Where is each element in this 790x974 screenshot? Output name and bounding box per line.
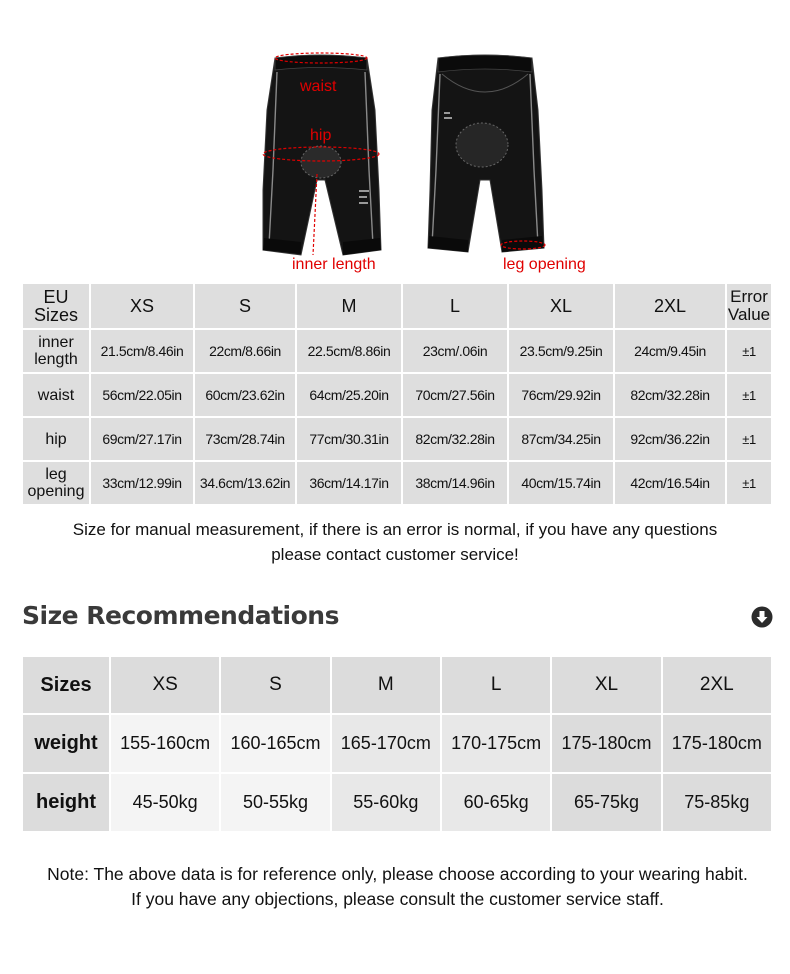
row-label-line: length: [34, 351, 78, 368]
size-header-xs: XS: [91, 284, 193, 328]
arrow-down-circle-icon[interactable]: [751, 606, 773, 628]
table-cell: 36cm/14.17in: [297, 462, 401, 504]
row-label-line: waist: [37, 386, 75, 404]
table-cell: 21.5cm/8.46in: [91, 330, 193, 372]
inner-length-label: inner length: [292, 256, 376, 273]
table-row: [23, 715, 771, 772]
rec-size-header-xs: XS: [111, 657, 219, 713]
size-header-l: L: [403, 284, 507, 328]
size-header-2xl: 2XL: [615, 284, 725, 328]
sizes-label: Sizes: [33, 305, 78, 325]
row-label-line: inner: [38, 334, 74, 351]
error-cell: ±1: [727, 462, 771, 504]
error-cell: ±1: [727, 330, 771, 372]
table-cell: 34.6cm/13.62in: [195, 462, 295, 504]
error-value-header: [727, 284, 771, 328]
table-cell: 42cm/16.54in: [615, 462, 725, 504]
table-cell: 55-60kg: [332, 774, 440, 831]
row-label-weight: weight: [23, 715, 109, 772]
table-row: [23, 774, 771, 831]
table-cell: 82cm/32.28in: [403, 418, 507, 460]
size-header-s: S: [195, 284, 295, 328]
row-label-inner-length: [23, 330, 89, 372]
size-header-m: M: [297, 284, 401, 328]
table-cell: 23.5cm/9.25in: [509, 330, 613, 372]
measurement-note: [0, 517, 790, 567]
table-row: [23, 330, 771, 372]
table-cell: 23cm/.06in: [403, 330, 507, 372]
table-cell: 40cm/15.74in: [509, 462, 613, 504]
table-cell: 160-165cm: [221, 715, 329, 772]
table-row: [23, 418, 771, 460]
table-cell: 64cm/25.20in: [297, 374, 401, 416]
rec-size-header-m: M: [332, 657, 440, 713]
rec-size-header-l: L: [442, 657, 550, 713]
table-cell: 33cm/12.99in: [91, 462, 193, 504]
row-label-hip: [23, 418, 89, 460]
footer-note-line: If you have any objections, please consult the customer service staff.: [131, 889, 664, 909]
table-cell: 175-180cm: [663, 715, 771, 772]
measurement-note-line: Size for manual measurement, if there is an error is normal, if you have any questions: [72, 520, 718, 539]
footer-note: [0, 862, 790, 912]
table-cell: 92cm/36.22in: [615, 418, 725, 460]
table-cell: 69cm/27.17in: [91, 418, 193, 460]
table-cell: 170-175cm: [442, 715, 550, 772]
table-cell: 165-170cm: [332, 715, 440, 772]
table-cell: 70cm/27.56in: [403, 374, 507, 416]
table-row: [23, 462, 771, 504]
table-cell: 65-75kg: [552, 774, 660, 831]
table-cell: 87cm/34.25in: [509, 418, 613, 460]
row-label-height: height: [23, 774, 109, 831]
measurement-note-line: please contact customer service!: [271, 545, 519, 564]
table-cell: 56cm/22.05in: [91, 374, 193, 416]
table-cell: 175-180cm: [552, 715, 660, 772]
row-label-line: leg: [45, 466, 67, 483]
shorts-back-image: [420, 50, 550, 265]
table-cell: 73cm/28.74in: [195, 418, 295, 460]
table-cell: 76cm/29.92in: [509, 374, 613, 416]
rec-size-header-xl: XL: [552, 657, 660, 713]
value-label: Value: [727, 305, 771, 324]
table-cell: 155-160cm: [111, 715, 219, 772]
row-label-line: hip: [45, 430, 67, 448]
error-cell: ±1: [727, 418, 771, 460]
recommendations-header-row: [23, 657, 771, 713]
hip-label: hip: [310, 127, 332, 144]
table-cell: 22.5cm/8.86in: [297, 330, 401, 372]
eu-sizes-header: [23, 284, 89, 328]
eu-label: EU: [43, 287, 69, 307]
row-label-line: opening: [27, 483, 85, 500]
sizes-header: Sizes: [23, 657, 109, 713]
table-cell: 22cm/8.66in: [195, 330, 295, 372]
size-chart-header-row: [23, 284, 771, 328]
row-label-waist: [23, 374, 89, 416]
table-cell: 24cm/9.45in: [615, 330, 725, 372]
table-cell: 60-65kg: [442, 774, 550, 831]
rec-size-header-2xl: 2XL: [663, 657, 771, 713]
row-label-leg-opening: [23, 462, 89, 504]
table-cell: 60cm/23.62in: [195, 374, 295, 416]
size-recommendations-table: [21, 655, 773, 833]
size-header-xl: XL: [509, 284, 613, 328]
size-chart-table: [21, 282, 773, 506]
error-cell: ±1: [727, 374, 771, 416]
waist-label: waist: [300, 78, 337, 95]
table-cell: 50-55kg: [221, 774, 329, 831]
leg-opening-label: leg opening: [503, 256, 586, 273]
footer-note-line: Note: The above data is for reference only, please choose according to your wearing habit.: [47, 864, 748, 884]
size-recommendations-title: Size Recommendations: [22, 601, 339, 630]
table-cell: 77cm/30.31in: [297, 418, 401, 460]
rec-size-header-s: S: [221, 657, 329, 713]
table-cell: 45-50kg: [111, 774, 219, 831]
table-cell: 75-85kg: [663, 774, 771, 831]
table-row: [23, 374, 771, 416]
error-label: Error: [730, 287, 768, 306]
table-cell: 82cm/32.28in: [615, 374, 725, 416]
table-cell: 38cm/14.96in: [403, 462, 507, 504]
